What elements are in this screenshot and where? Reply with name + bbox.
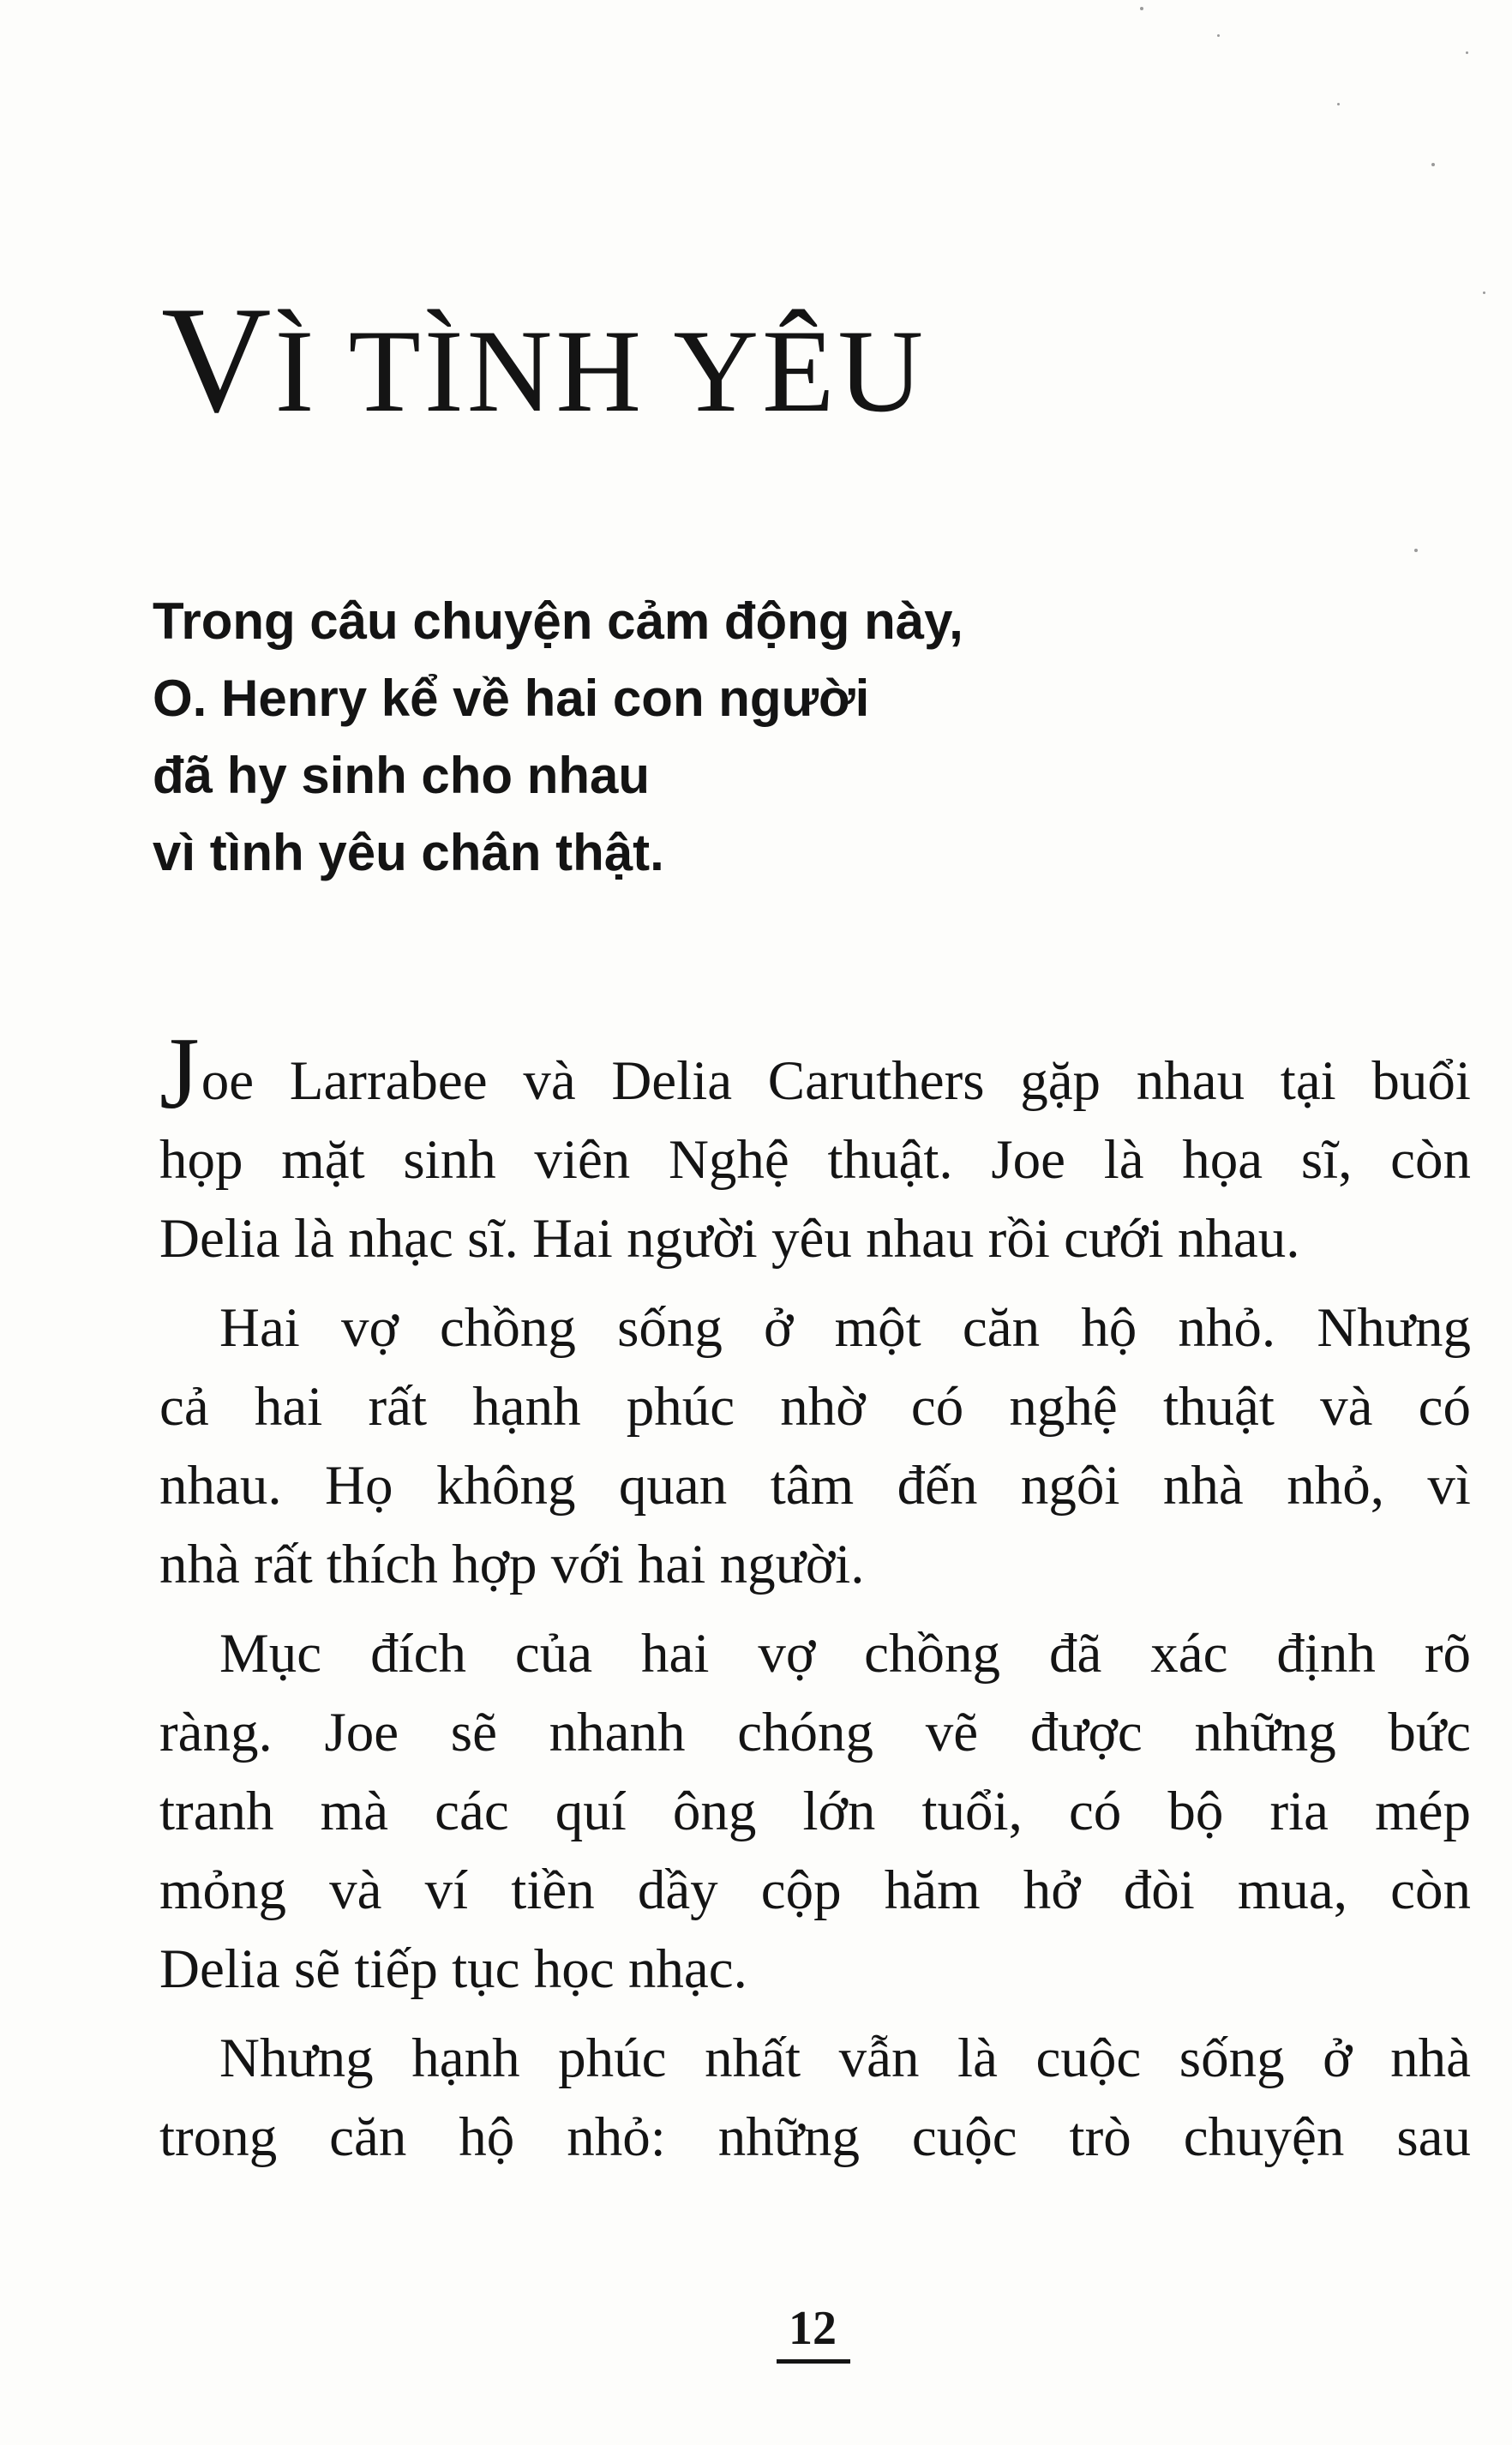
scan-speck — [1466, 51, 1468, 54]
intro-line: đã hy sinh cho nhau — [153, 747, 651, 804]
body-line: Hai vợ chồng sống ở một căn hộ nhỏ. Nhưng — [219, 1297, 1471, 1359]
page-number-underline — [777, 2359, 850, 2364]
scan-speck — [1217, 34, 1220, 37]
body-line: ràng. Joe sẽ nhanh chóng vẽ được những bức — [159, 1702, 1471, 1763]
intro-line: O. Henry kể về hai con người — [153, 670, 870, 727]
body-line: Delia sẽ tiếp tục học nhạc. — [159, 1938, 747, 2000]
page-number: 12 — [789, 2302, 837, 2355]
intro-line: vì tình yêu chân thật. — [153, 824, 664, 881]
body-line: Delia là nhạc sĩ. Hai người yêu nhau rồi cưới nhau. — [159, 1208, 1300, 1270]
chapter-intro — [153, 583, 1267, 892]
body-text — [159, 1016, 1471, 2177]
drop-cap: J — [159, 1016, 200, 1130]
scan-speck — [1337, 103, 1340, 105]
body-line: tranh mà các quí ông lớn tuổi, có bộ ria mép — [159, 1781, 1471, 1842]
paragraph-3 — [159, 1614, 1471, 2009]
body-line: cả hai rất hạnh phúc nhờ có nghệ thuật và có — [159, 1376, 1471, 1438]
scan-speck — [1483, 291, 1485, 294]
chapter-title — [161, 274, 927, 444]
body-line — [159, 1016, 1471, 1130]
paragraph-1 — [159, 1016, 1471, 1278]
body-line: Nhưng hạnh phúc nhất vẫn là cuộc sống ở nhà — [219, 2027, 1471, 2089]
chapter-title-rest: Ì TÌNH YÊU — [274, 305, 927, 436]
body-line: nhau. Họ không quan tâm đến ngôi nhà nhỏ, vì — [159, 1455, 1471, 1517]
body-line: họp mặt sinh viên Nghệ thuật. Joe là họa sĩ, còn — [159, 1129, 1471, 1191]
scan-speck — [1431, 163, 1435, 166]
paragraph-4 — [159, 2019, 1471, 2177]
scan-speck — [1414, 549, 1418, 552]
intro-line: Trong câu chuyện cảm động này, — [153, 592, 963, 650]
body-line: nhà rất thích hợp với hai người. — [159, 1534, 865, 1595]
body-line: trong căn hộ nhỏ: những cuộc trò chuyện sau — [159, 2106, 1471, 2168]
body-line: Mục đích của hai vợ chồng đã xác định rõ — [219, 1623, 1471, 1685]
body-line-text: oe Larrabee và Delia Caruthers gặp nhau tại buổi — [201, 1050, 1471, 1112]
chapter-title-initial: V — [161, 274, 275, 444]
body-line: mỏng và ví tiền dầy cộp hăm hở đòi mua, còn — [159, 1859, 1471, 1921]
scan-speck — [1140, 7, 1143, 10]
paragraph-2 — [159, 1289, 1471, 1604]
